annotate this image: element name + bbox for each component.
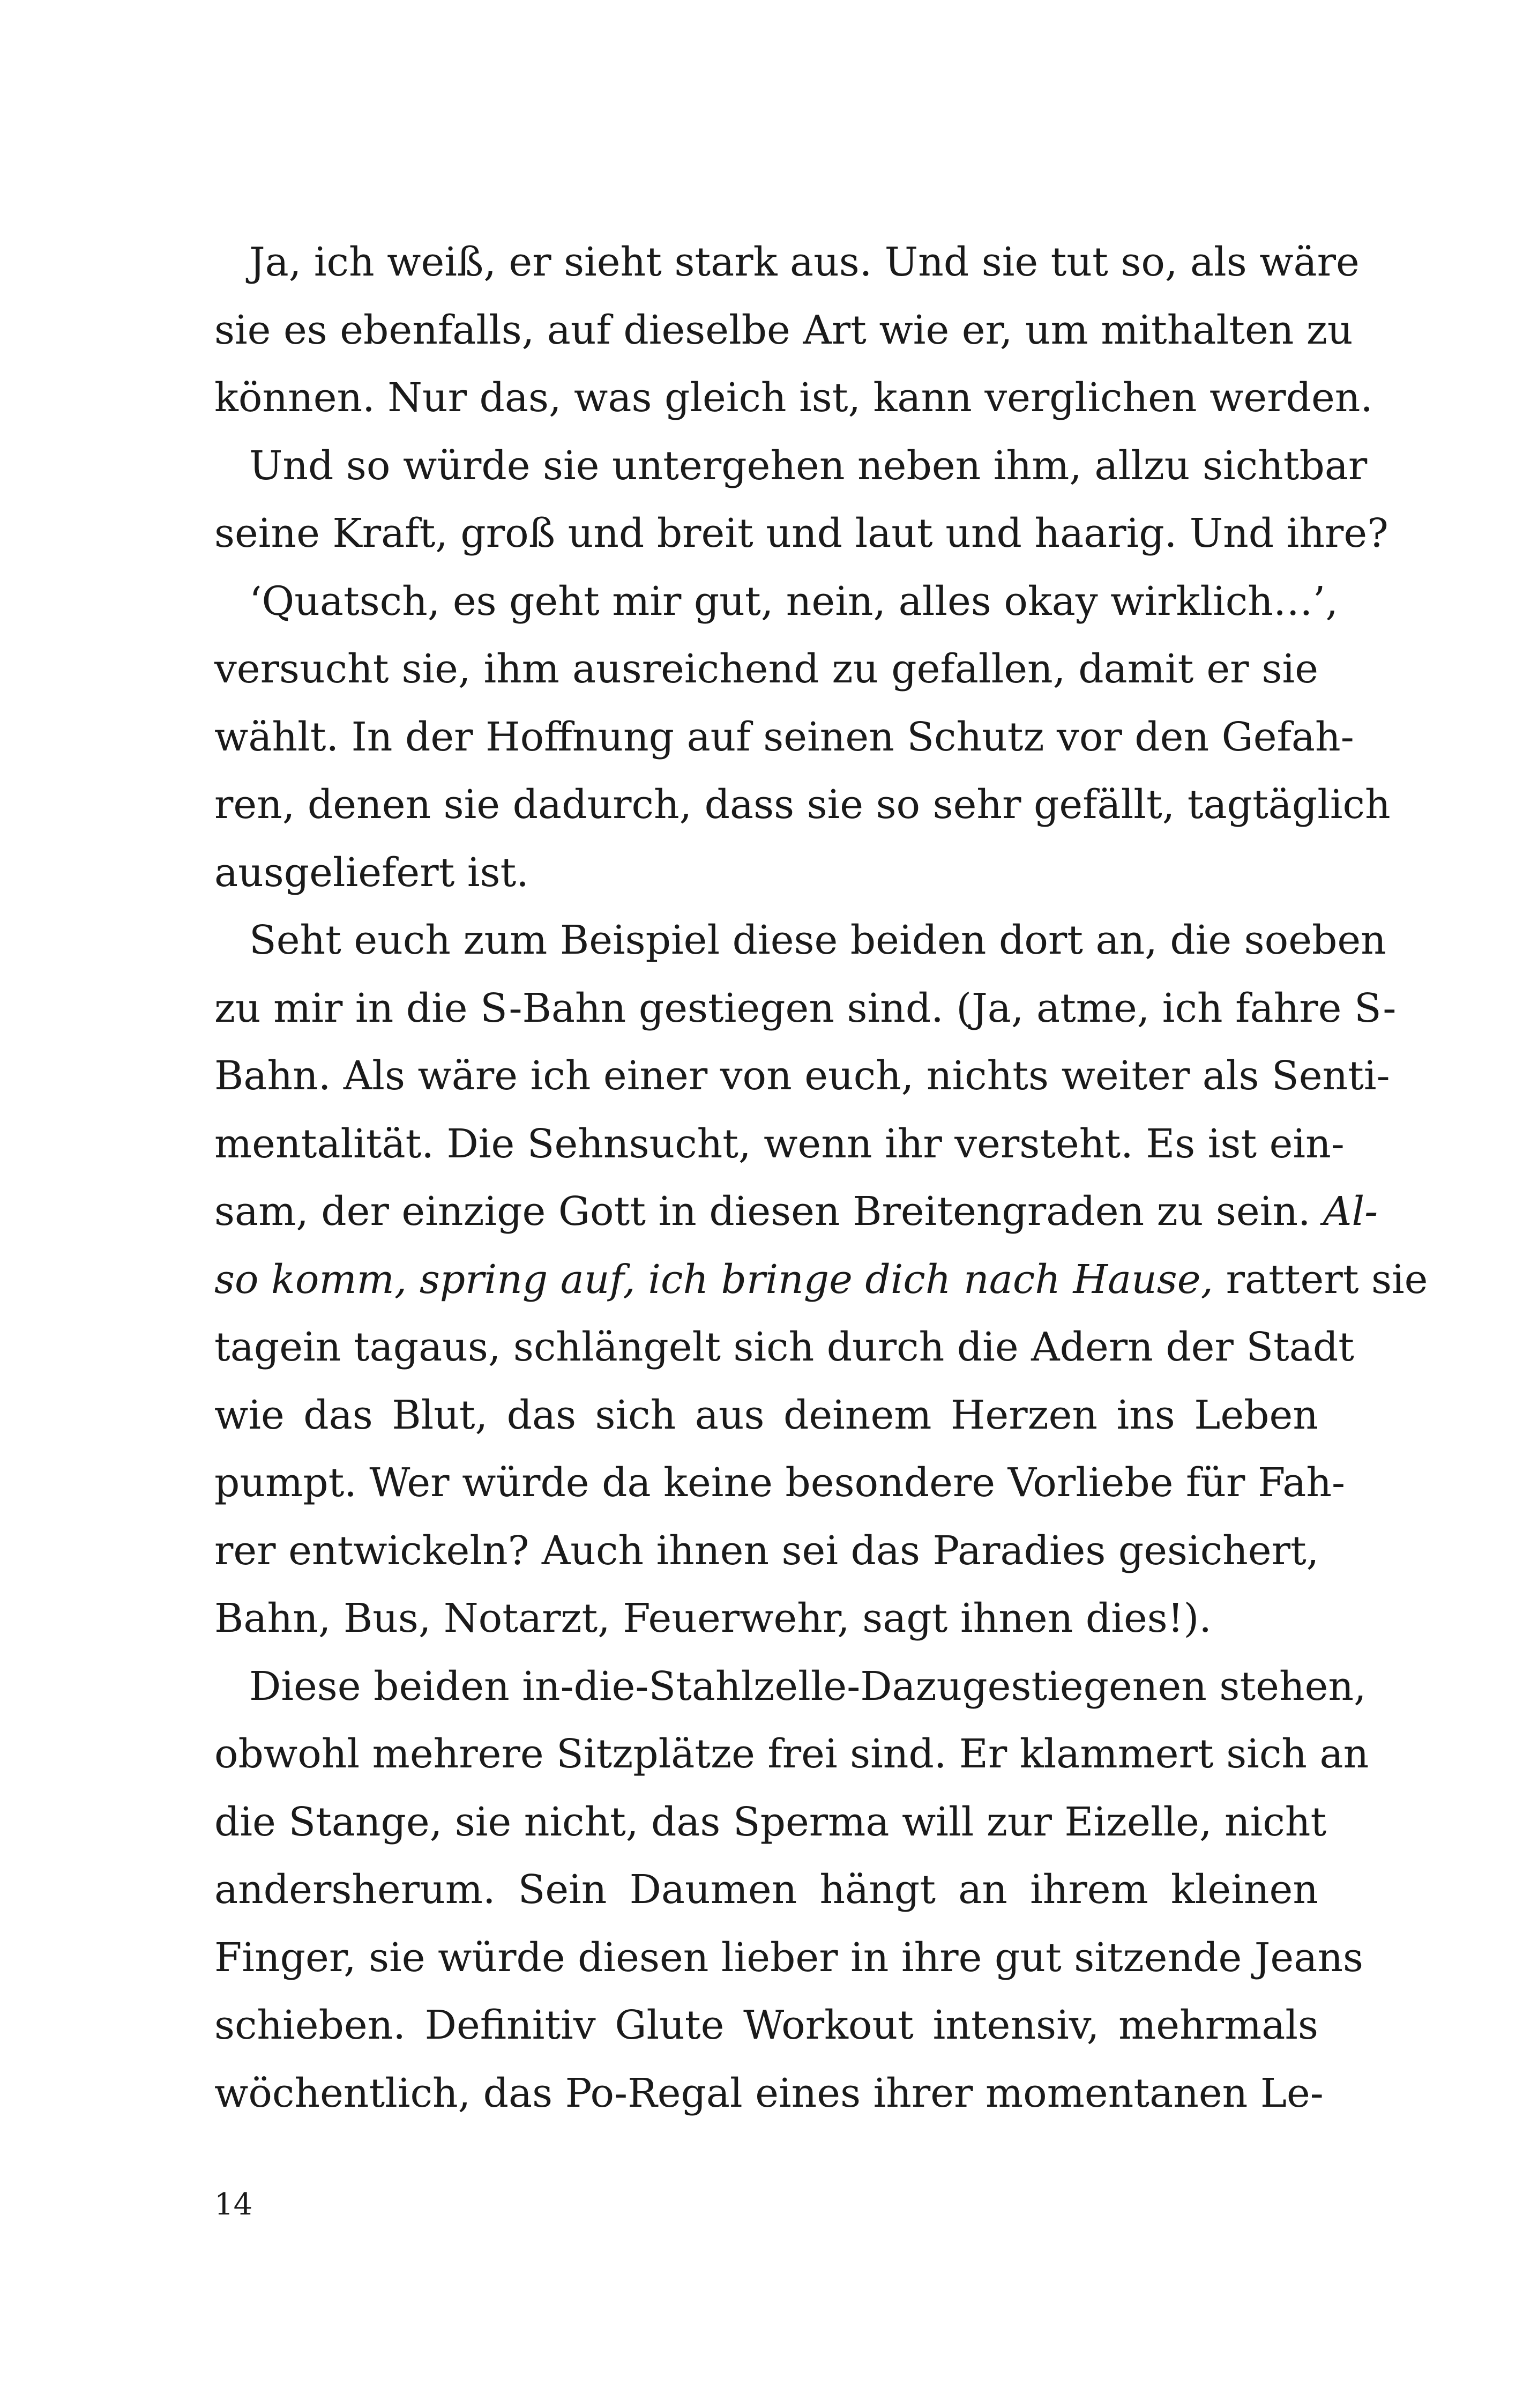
page-number: 14: [214, 2187, 253, 2222]
text-line: [214, 1246, 1428, 1314]
text-line: wählt. In der Hoffnung auf seinen Schutz vor den Gefah-: [214, 714, 1354, 760]
text-line: Finger, sie würde diesen lieber in ihre gut sitzende Jeans: [214, 1934, 1363, 1981]
text-line: wöchentlich, das Po-Regal eines ihrer momentanen Le-: [214, 2070, 1324, 2116]
text-line: die Stange, sie nicht, das Sperma will zur Eizelle, nicht: [214, 1798, 1327, 1845]
text-line: obwohl mehrere Sitzplätze frei sind. Er klammert sich an: [214, 1731, 1369, 1777]
text-line: mentalität. Die Sehnsucht, wenn ihr versteht. Es ist ein-: [214, 1120, 1345, 1167]
text-line: Bahn, Bus, Notarzt, Feuerwehr, sagt ihnen dies!).: [214, 1595, 1212, 1641]
text-line: ‘Quatsch, es geht mir gut, nein, alles okay wirklich…’,: [249, 578, 1338, 625]
text-segment: rattert sie: [1213, 1256, 1428, 1303]
text-line: Seht euch zum Beispiel diese beiden dort an, die soeben: [249, 917, 1386, 963]
body-text: [214, 228, 1428, 2127]
text-segment: sam, der einzige Gott in diesen Breitengraden zu sein.: [214, 1188, 1324, 1235]
text-line: schieben. Definitiv Glute Workout intensiv, mehrmals: [214, 2002, 1318, 2048]
text-line: seine Kraft, groß und breit und laut und haarig. Und ihre?: [214, 510, 1388, 556]
text-line: wie das Blut, das sich aus deinem Herzen ins Leben: [214, 1392, 1318, 1438]
text-line: Bahn. Als wäre ich einer von euch, nichts weiter als Senti-: [214, 1053, 1390, 1099]
text-line: pumpt. Wer würde da keine besondere Vorliebe für Fah-: [214, 1460, 1346, 1506]
text-line: können. Nur das, was gleich ist, kann verglichen werden.: [214, 375, 1373, 421]
italic-segment: Al-: [1323, 1188, 1378, 1235]
text-line: Ja, ich weiß, er sieht stark aus. Und sie tut so, als wäre: [249, 239, 1360, 285]
text-line: rer entwickeln? Auch ihnen sei das Paradies gesichert,: [214, 1527, 1319, 1574]
text-line: versucht sie, ihm ausreichend zu gefallen, damit er sie: [214, 646, 1318, 692]
text-line: andersherum. Sein Daumen hängt an ihrem kleinen: [214, 1867, 1318, 1913]
italic-segment: so komm, spring auf, ich bringe dich nach Hause,: [214, 1256, 1214, 1303]
text-line: Und so würde sie untergehen neben ihm, allzu sichtbar: [249, 442, 1368, 489]
text-line: Diese beiden in-die-Stahlzelle-Dazugestiegenen stehen,: [249, 1663, 1367, 1710]
text-line: tagein tagaus, schlängelt sich durch die Adern der Stadt: [214, 1324, 1355, 1370]
text-line: sie es ebenfalls, auf dieselbe Art wie er, um mithalten zu: [214, 307, 1353, 353]
text-line: ausgeliefert ist.: [214, 849, 529, 896]
text-line: [214, 1178, 1378, 1246]
text-line: zu mir in die S-Bahn gestiegen sind. (Ja, atme, ich fahre S-: [214, 985, 1397, 1031]
text-line: ren, denen sie dadurch, dass sie so sehr gefällt, tagtäglich: [214, 782, 1391, 828]
